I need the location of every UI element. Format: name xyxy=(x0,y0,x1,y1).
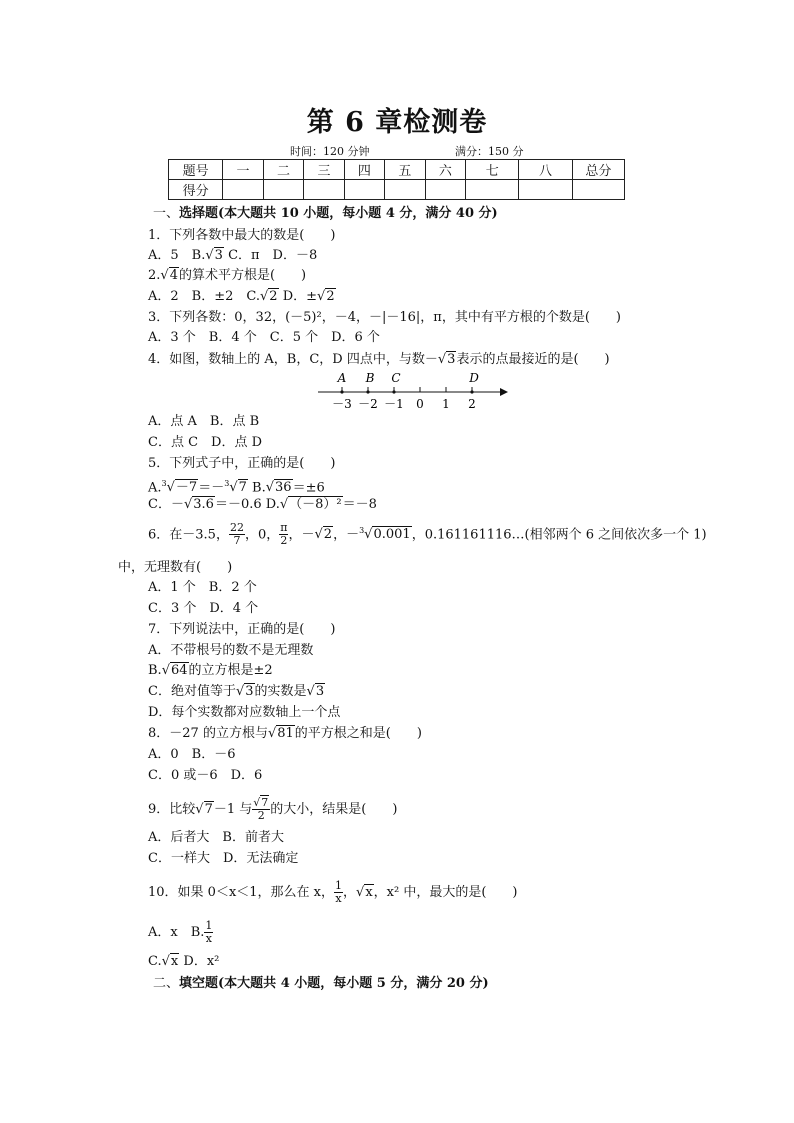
number-line-figure xyxy=(314,368,514,414)
page-title: 第 6 章检测卷 xyxy=(306,107,488,138)
question-9-options-row-2: C．一样大 D．无法确定 xyxy=(148,851,299,866)
option-text: C．π D．－8 xyxy=(223,248,318,263)
sqrt-symbol: √64 xyxy=(161,663,188,678)
score-input-cell[interactable] xyxy=(223,180,263,200)
score-table-cell: 总分 xyxy=(572,160,624,180)
question-7-stem: 7．下列说法中，正确的是( ) xyxy=(148,622,336,637)
question-10-options-row-2 xyxy=(148,953,219,971)
sqrt-symbol: √3.6 xyxy=(183,497,214,512)
sqrt-symbol: √3 xyxy=(437,352,456,367)
question-7-option-a: A．不带根号的数不是无理数 xyxy=(148,643,314,658)
question-text: ，0， xyxy=(244,527,280,543)
sqrt-symbol: √4 xyxy=(160,268,178,283)
score-input-cell[interactable] xyxy=(263,180,303,200)
question-2-options xyxy=(148,288,336,306)
question-text: －1 与 xyxy=(213,802,253,817)
fraction xyxy=(252,797,270,822)
option-text: ＝±6 xyxy=(292,480,325,496)
question-3-options: A．3 个 B．4 个 C．5 个 D．6 个 xyxy=(148,330,380,345)
question-text: 的平方根之和是( ) xyxy=(294,726,422,741)
score-input-cell[interactable] xyxy=(519,180,572,200)
question-text: 4．如图，数轴上的 A，B，C，D 四点中，与数－ xyxy=(148,352,438,367)
point-label: A xyxy=(337,371,347,385)
section-number: 一、 xyxy=(153,206,180,221)
cube-root-symbol: √0.001 xyxy=(364,527,411,543)
tick-label: －2 xyxy=(358,397,378,411)
radicand: 81 xyxy=(277,726,294,741)
denominator: 2 xyxy=(257,809,265,822)
score-input-cell[interactable] xyxy=(466,180,519,200)
question-9-stem xyxy=(148,797,397,822)
question-8-options-row-2: C．0 或－6 D．6 xyxy=(148,768,263,783)
score-input-cell[interactable] xyxy=(385,180,425,200)
sqrt-symbol: √7 xyxy=(253,796,269,809)
score-table-cell: 四 xyxy=(344,160,384,180)
question-number: 2. xyxy=(148,268,161,283)
numerator: π xyxy=(280,521,288,535)
question-text: ，x² 中，最大的是( ) xyxy=(373,885,518,900)
point-label: D xyxy=(469,371,479,385)
tick-label: 2 xyxy=(468,397,476,411)
sqrt-symbol: √81 xyxy=(267,726,294,741)
root-index: 3 xyxy=(224,479,230,488)
radicand: 36 xyxy=(275,480,292,496)
option-text: 的实数是 xyxy=(254,684,307,699)
question-9-options-row-1: A．后者大 B．前者大 xyxy=(148,830,284,845)
radicand: 7 xyxy=(238,480,247,496)
score-table-cell: 三 xyxy=(304,160,344,180)
question-7-option-b xyxy=(148,662,273,680)
option-text: D．± xyxy=(278,289,318,304)
sqrt-symbol: √x xyxy=(356,885,373,900)
radicand: 3 xyxy=(447,352,456,367)
sqrt-symbol: √3 xyxy=(205,248,223,263)
cube-root-symbol: √－7 xyxy=(166,480,198,496)
option-text: C．－ xyxy=(148,497,184,512)
question-text: 6．在－3.5， xyxy=(148,527,229,543)
question-4-stem xyxy=(148,351,610,369)
section-2-heading xyxy=(153,975,489,993)
score-table-cell: 八 xyxy=(519,160,572,180)
fraction xyxy=(229,522,245,547)
radicand: 7 xyxy=(261,796,269,809)
fraction xyxy=(204,920,213,945)
question-5-options-row-1 xyxy=(148,475,325,497)
question-7-option-c xyxy=(148,683,325,701)
question-5-options-row-2 xyxy=(148,496,377,514)
section-title: 填空题(本大题共 4 小题，每小题 5 分，满分 20 分) xyxy=(179,976,489,991)
question-text: ，－ xyxy=(333,527,360,543)
option-text: B. xyxy=(247,480,266,496)
point-label: C xyxy=(391,371,401,385)
score-table xyxy=(168,159,625,200)
radicand: 64 xyxy=(170,663,188,678)
radicand: －7 xyxy=(175,480,198,496)
score-table-cell: 题号 xyxy=(169,160,223,180)
score-table-cell: 二 xyxy=(263,160,303,180)
section-title: 选择题(本大题共 10 小题，每小题 4 分，满分 40 分) xyxy=(179,206,498,221)
option-text: C. xyxy=(148,954,162,969)
radicand: 2 xyxy=(326,289,335,304)
radicand: 0.001 xyxy=(373,527,411,543)
fraction xyxy=(334,880,343,905)
section-number: 二、 xyxy=(153,976,180,991)
sqrt-symbol: √2 xyxy=(314,527,333,543)
score-table-cell: 六 xyxy=(425,160,465,180)
point-b xyxy=(366,390,369,393)
option-text: A. xyxy=(148,480,162,496)
radicand: x xyxy=(170,954,179,969)
sqrt-symbol: √3 xyxy=(306,684,325,699)
question-text: ，0.161161116…(相邻两个 6 之间依次多一个 1) xyxy=(411,527,707,543)
question-8-stem xyxy=(148,725,422,743)
question-text: 10．如果 0＜x＜1，那么在 x， xyxy=(148,885,335,900)
denominator: 2 xyxy=(280,534,288,548)
radicand: 3 xyxy=(315,684,325,699)
sqrt-symbol: √7 xyxy=(195,802,213,817)
option-text: A．2 B．±2 C. xyxy=(148,289,260,304)
point-d xyxy=(470,390,473,393)
numerator: 1 xyxy=(335,879,343,892)
question-10-options-row-1 xyxy=(148,920,213,945)
option-text: B. xyxy=(148,663,162,678)
question-2-stem xyxy=(148,267,306,285)
option-text: ＝－ xyxy=(198,480,225,496)
numerator: 1 xyxy=(205,919,213,932)
sqrt-symbol: √36 xyxy=(265,480,292,496)
question-1-options xyxy=(148,247,317,265)
question-6-stem-line-2: 中，无理数有( ) xyxy=(118,560,233,575)
tick-label: －1 xyxy=(384,397,404,411)
question-text: 表示的点最接近的是( ) xyxy=(456,352,610,367)
option-text: D. xyxy=(261,497,280,512)
radicand: 3.6 xyxy=(193,497,214,512)
radicand: 3 xyxy=(245,684,254,699)
denominator: x xyxy=(335,892,342,905)
question-text: ， xyxy=(343,885,357,900)
radicand: 7 xyxy=(204,802,213,817)
sqrt-symbol: √3 xyxy=(235,684,254,699)
root-index: 3 xyxy=(359,526,365,535)
question-1-stem: 1．下列各数中最大的数是( ) xyxy=(148,228,336,243)
score-table-cell: 五 xyxy=(385,160,425,180)
score-table-cell: 得分 xyxy=(169,180,223,200)
point-c xyxy=(392,390,395,393)
question-text: 8．－27 的立方根与 xyxy=(148,726,268,741)
cube-root-symbol: √7 xyxy=(229,480,247,496)
section-1-heading xyxy=(153,205,498,223)
numerator: 22 xyxy=(229,521,244,535)
question-text: 的算术平方根是( ) xyxy=(178,268,307,283)
question-6-stem xyxy=(148,522,707,547)
option-text: C．绝对值等于 xyxy=(148,684,236,699)
question-4-options-row-1: A．点 A B．点 B xyxy=(148,414,260,429)
point-label: B xyxy=(365,371,375,385)
question-3-stem: 3．下列各数：0，32，(－5)²，－4，－|－16|，π，其中有平方根的个数是( ) xyxy=(148,310,621,325)
denominator: x xyxy=(205,932,213,945)
radicand: （－8）² xyxy=(289,497,342,512)
root-index: 3 xyxy=(161,479,167,488)
option-text: D．x² xyxy=(179,954,220,969)
score-table-cell: 一 xyxy=(223,160,263,180)
option-text: A．5 B. xyxy=(148,248,206,263)
tick-label: 0 xyxy=(416,397,424,411)
radicand: 3 xyxy=(214,248,223,263)
question-text: 9．比较 xyxy=(148,802,196,817)
question-6-options-row-1: A．1 个 B．2 个 xyxy=(148,580,257,595)
denominator: 7 xyxy=(233,534,241,548)
question-text: ，－ xyxy=(288,527,315,543)
score-input-cell[interactable] xyxy=(425,180,465,200)
question-8-options-row-1: A．0 B．－6 xyxy=(148,747,236,762)
tick-label: －3 xyxy=(332,397,352,411)
question-10-stem xyxy=(148,880,518,905)
sqrt-symbol: √2 xyxy=(317,289,335,304)
sqrt-symbol: √（－8）² xyxy=(279,497,342,512)
radicand: x xyxy=(365,885,373,900)
question-6-options-row-2: C．3 个 D．4 个 xyxy=(148,601,259,616)
question-text: 的大小，结果是( ) xyxy=(270,802,398,817)
tick-label: 1 xyxy=(442,397,450,411)
exam-time: 时间：120 分钟 xyxy=(290,145,370,158)
score-table-header-row xyxy=(169,160,625,180)
option-text: 的立方根是±2 xyxy=(188,663,273,678)
option-text: ＝－8 xyxy=(342,497,377,512)
question-4-options-row-2: C．点 C D．点 D xyxy=(148,435,263,450)
radicand: 4 xyxy=(169,268,178,283)
radicand: 2 xyxy=(323,527,333,543)
score-input-cell[interactable] xyxy=(572,180,624,200)
sqrt-symbol: √x xyxy=(161,954,179,969)
sqrt-symbol: √2 xyxy=(260,289,278,304)
exam-full-score: 满分：150 分 xyxy=(455,145,524,158)
score-table-score-row xyxy=(169,180,625,200)
option-text: ＝－0.6 xyxy=(214,497,262,512)
question-5-stem: 5．下列式子中，正确的是( ) xyxy=(148,456,336,471)
option-text: A．x B. xyxy=(148,925,205,940)
score-table-cell: 七 xyxy=(466,160,519,180)
score-input-cell[interactable] xyxy=(304,180,344,200)
point-a xyxy=(340,390,343,393)
arrow-icon xyxy=(500,388,508,396)
radicand: 2 xyxy=(269,289,278,304)
question-7-option-d: D．每个实数都对应数轴上一个点 xyxy=(148,705,341,720)
score-input-cell[interactable] xyxy=(344,180,384,200)
